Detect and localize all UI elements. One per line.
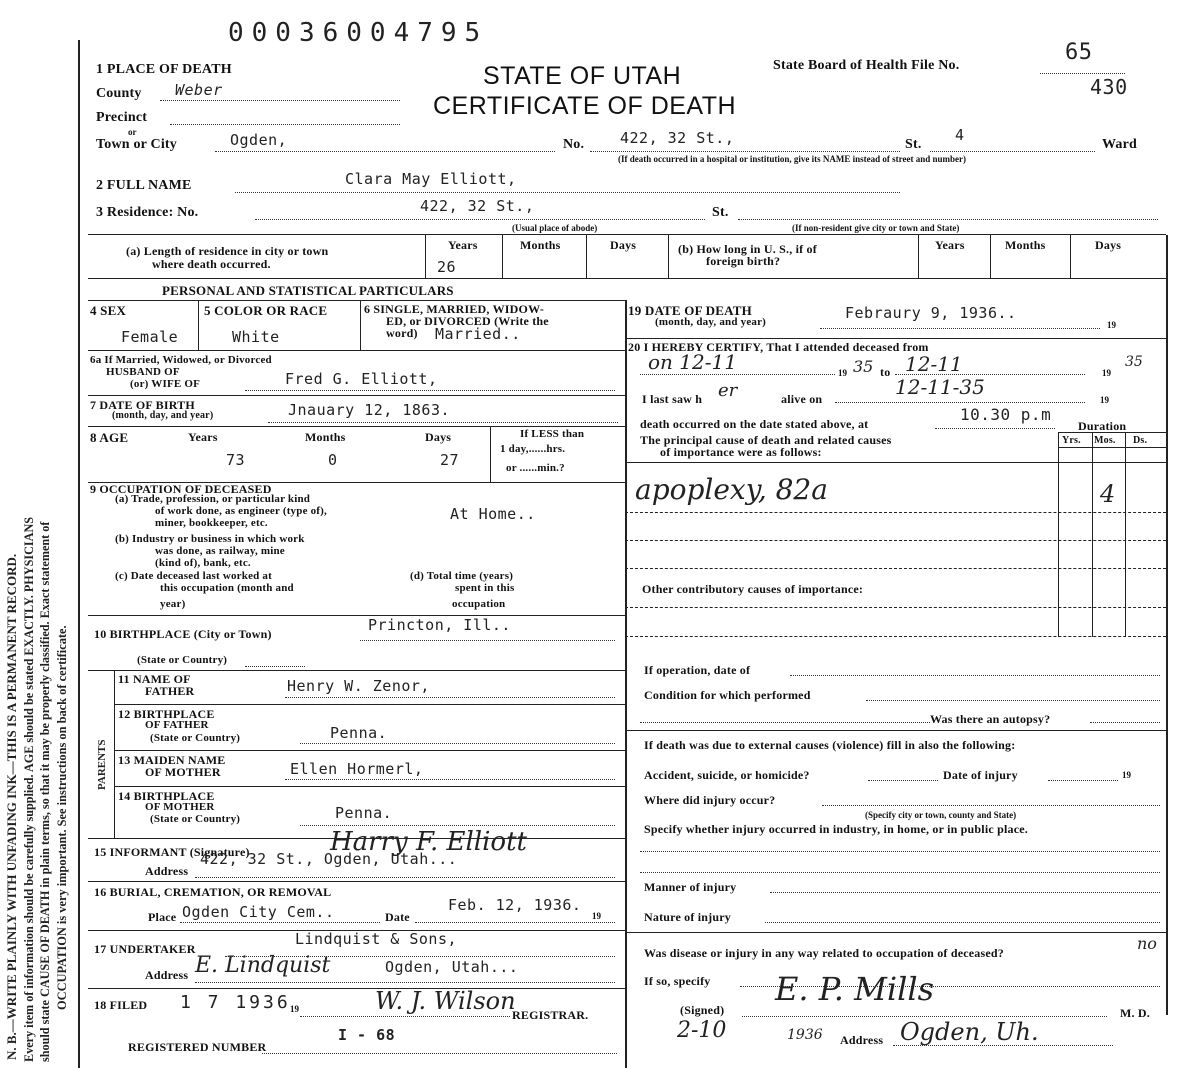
residence-st-label: St. bbox=[712, 205, 729, 220]
mbirth-value: Penna. bbox=[335, 804, 393, 822]
undertaker-signature: E. Lindquist bbox=[195, 953, 331, 978]
occ-a2: of work done, as engineer (type of), bbox=[155, 505, 327, 517]
marital-value: Married.. bbox=[435, 325, 521, 343]
color-race-value: White bbox=[232, 328, 280, 346]
full-name-value: Clara May Elliott, bbox=[345, 170, 517, 188]
to-year-prefix: 19 bbox=[1102, 368, 1111, 378]
registered-number-label: REGISTERED NUMBER bbox=[128, 1040, 267, 1054]
burial-place-label: Place bbox=[148, 910, 177, 924]
attended-to: 12-11 bbox=[905, 352, 963, 376]
burial-year-prefix: 19 bbox=[592, 911, 601, 921]
fbirth-label-b: OF FATHER bbox=[145, 719, 209, 731]
county-value: Weber bbox=[175, 81, 223, 99]
dob-label-b: (month, day, and year) bbox=[112, 410, 214, 421]
undertaker-address-label: Address bbox=[145, 968, 189, 982]
filed-year-prefix: 19 bbox=[290, 1004, 299, 1014]
registrar-signature: W. J. Wilson bbox=[375, 987, 516, 1015]
res-years-value: 26 bbox=[437, 258, 457, 276]
mother-label-b: OF MOTHER bbox=[145, 765, 221, 779]
ds-label: Ds. bbox=[1133, 435, 1148, 446]
cause-duration-mos: 4 bbox=[1100, 480, 1116, 508]
lastsaw-date: 12-11-35 bbox=[895, 375, 985, 399]
informant-address: 422, 32 St., Ogden, Utah... bbox=[200, 850, 458, 868]
street-value: 422, 32 St., bbox=[620, 129, 735, 147]
spouse-label-a: 6a If Married, Widowed, or Divorced bbox=[90, 354, 272, 366]
death-year-suffix: 19 bbox=[1107, 320, 1116, 330]
cause-label-a: The principal cause of death and related causes bbox=[640, 433, 892, 447]
occ-b1: (b) Industry or business in which work bbox=[115, 533, 305, 545]
signed-year: 1936 bbox=[787, 1027, 823, 1043]
file-number-2: 430 bbox=[1090, 75, 1128, 99]
burial-label: 16 BURIAL, CREMATION, OR REMOVAL bbox=[94, 885, 332, 899]
or-label: or bbox=[128, 127, 137, 137]
fbirth-value: Penna. bbox=[330, 724, 388, 742]
filed-label: 18 FILED bbox=[94, 998, 148, 1012]
full-name-label: 2 FULL NAME bbox=[96, 178, 192, 193]
fbirth-label-c: (State or Country) bbox=[150, 732, 241, 744]
dob-value: Jnauary 12, 1863. bbox=[288, 401, 451, 419]
injury-date-label: Date of injury bbox=[943, 768, 1018, 782]
nonresident-note: (If non-resident give city or town and State) bbox=[792, 223, 960, 233]
attended-from-year: 35 bbox=[853, 357, 874, 376]
specify-injury-label: Specify whether injury occurred in industry, in home, or in public place. bbox=[644, 822, 1028, 836]
occ-c2: this occupation (month and bbox=[160, 582, 294, 594]
age-label: 8 AGE bbox=[90, 430, 129, 445]
certificate-title: CERTIFICATE OF DEATH bbox=[433, 92, 737, 120]
attended-to-year: 35 bbox=[1125, 354, 1143, 370]
lastsaw-pronoun: er bbox=[718, 380, 738, 401]
occ-b3: (kind of), bank, etc. bbox=[155, 557, 251, 569]
death-date-label-a: 19 DATE OF DEATH bbox=[628, 303, 752, 318]
burial-date: Feb. 12, 1936. bbox=[448, 896, 582, 914]
mbirth-label-b: OF MOTHER bbox=[145, 801, 215, 813]
alive-label: alive on bbox=[781, 392, 823, 406]
attended-from: on 12-11 bbox=[648, 350, 737, 374]
age-days-value: 27 bbox=[440, 451, 460, 469]
informant-address-label: Address bbox=[145, 864, 189, 878]
lastsaw-label: I last saw h bbox=[642, 392, 703, 406]
father-value: Henry W. Zenor, bbox=[287, 677, 430, 695]
manner-label: Manner of injury bbox=[644, 880, 737, 894]
file-number: 65 bbox=[1065, 40, 1093, 65]
less-label-a: If LESS than bbox=[520, 428, 585, 440]
occ-c3: year) bbox=[160, 598, 186, 610]
father-label-a: 11 NAME OF bbox=[118, 672, 191, 686]
death-time: 10.30 p.m bbox=[960, 405, 1052, 424]
mother-value: Ellen Hormerl, bbox=[290, 760, 424, 778]
personal-section-title: PERSONAL AND STATISTICAL PARTICULARS bbox=[162, 283, 454, 298]
occ-c1: (c) Date deceased last worked at bbox=[115, 570, 272, 582]
operation-label: If operation, date of bbox=[644, 663, 751, 677]
burial-place: Ogden City Cem.. bbox=[182, 903, 335, 921]
usual-abode-note: (Usual place of abode) bbox=[512, 223, 598, 233]
registered-number: I - 68 bbox=[338, 1026, 396, 1044]
mos-label: Mos. bbox=[1094, 435, 1116, 446]
ward-label: Ward bbox=[1102, 137, 1138, 152]
less-label-b: 1 day,......hrs. bbox=[500, 443, 566, 455]
occupation-value: At Home.. bbox=[450, 505, 536, 523]
age-days-label: Days bbox=[425, 430, 452, 444]
cause-value: apoplexy, 82a bbox=[635, 473, 828, 506]
signed-date: 2-10 bbox=[677, 1018, 727, 1043]
less-label-c: or ......min.? bbox=[506, 462, 565, 474]
dob-label-a: 7 DATE OF BIRTH bbox=[90, 398, 195, 412]
hospital-note: (If death occurred in a hospital or institution, give its NAME instead of street and number) bbox=[618, 154, 967, 164]
occ-b2: was done, as railway, mine bbox=[155, 545, 285, 557]
to-label: to bbox=[880, 365, 891, 379]
res-months-label: Months bbox=[520, 238, 561, 252]
age-months-value: 0 bbox=[328, 451, 338, 469]
us-residence-label-b: foreign birth? bbox=[706, 254, 781, 268]
sex-label: 4 SEX bbox=[90, 303, 127, 318]
place-of-death-label: 1 PLACE OF DEATH bbox=[96, 62, 232, 77]
spouse-label-b: HUSBAND OF bbox=[106, 366, 180, 378]
occ-a3: miner, bookkeeper, etc. bbox=[155, 517, 268, 529]
us-days-label: Days bbox=[1095, 238, 1122, 252]
birthplace-label: 10 BIRTHPLACE (City or Town) bbox=[94, 627, 272, 641]
town-value: Ogden, bbox=[230, 131, 288, 149]
sex-value: Female bbox=[121, 328, 179, 346]
age-years-value: 73 bbox=[226, 451, 246, 469]
death-date-label-b: (month, day, and year) bbox=[655, 316, 767, 328]
from-year-prefix: 19 bbox=[838, 368, 847, 378]
external-causes-label: If death was due to external causes (violence) fill in also the following: bbox=[644, 738, 1016, 752]
side-note-line3: should state CAUSE OF DEATH in plain terms, so that it may be properly classified. Exact statement of bbox=[38, 521, 52, 1062]
town-label: Town or City bbox=[96, 137, 177, 152]
side-note-line2: Every item of information should be carefully supplied. AGE should be stated EXACTLY. PHYSICIANS bbox=[22, 516, 36, 1062]
residence-label: 3 Residence: No. bbox=[96, 205, 199, 220]
yrs-label: Yrs. bbox=[1062, 435, 1081, 446]
res-days-label: Days bbox=[610, 238, 637, 252]
father-label-b: FATHER bbox=[145, 684, 195, 698]
precinct-label: Precinct bbox=[96, 110, 148, 125]
spouse-label-c: (or) WIFE OF bbox=[130, 378, 201, 390]
physician-address: Ogden, Uh. bbox=[900, 1018, 1039, 1046]
street-no-label: No. bbox=[563, 137, 585, 152]
us-residence-label-a: (b) How long in U. S., if of bbox=[678, 242, 817, 256]
marital-label-b: ED, or DIVORCED (Write the bbox=[386, 314, 549, 328]
color-race-label: 5 COLOR OR RACE bbox=[204, 303, 328, 318]
nature-label: Nature of injury bbox=[644, 910, 731, 924]
fbirth-label-a: 12 BIRTHPLACE bbox=[118, 707, 215, 721]
county-label: County bbox=[96, 86, 142, 101]
informant-label: 15 INFORMANT (Signature) bbox=[94, 845, 250, 859]
age-months-label: Months bbox=[305, 430, 346, 444]
death-time-label: death occurred on the date stated above, at bbox=[640, 417, 869, 431]
us-years-label: Years bbox=[935, 238, 965, 252]
street-st-label: St. bbox=[905, 137, 922, 152]
occ-d2: spent in this bbox=[455, 582, 515, 594]
registrar-label: REGISTRAR. bbox=[512, 1008, 589, 1022]
occ-d3: occupation bbox=[452, 598, 506, 610]
where-injury-label: Where did injury occur? bbox=[644, 793, 776, 807]
ward-value: 4 bbox=[955, 126, 965, 144]
injury-year-prefix: 19 bbox=[1122, 770, 1131, 780]
mbirth-label-c: (State or Country) bbox=[150, 813, 241, 825]
duration-label: Duration bbox=[1078, 419, 1127, 433]
state-title: STATE OF UTAH bbox=[483, 62, 682, 90]
cause-label-b: of importance were as follows: bbox=[660, 445, 822, 459]
res-years-label: Years bbox=[448, 238, 478, 252]
accident-label: Accident, suicide, or homicide? bbox=[644, 768, 810, 782]
informant-signature: Harry F. Elliott bbox=[330, 827, 527, 857]
other-causes-label: Other contributory causes of importance: bbox=[642, 582, 864, 596]
lastsaw-year-prefix: 19 bbox=[1100, 395, 1109, 405]
occupation-label: 9 OCCUPATION OF DECEASED bbox=[90, 482, 272, 496]
serial-number: 00036004795 bbox=[228, 18, 489, 48]
parents-vertical-label: PARENTS bbox=[96, 739, 108, 790]
related-occupation-value: no bbox=[1137, 934, 1157, 953]
side-note-line1: N. B.—WRITE PLAINLY WITH UNFADING INK—THIS IS A PERMANENT RECORD. bbox=[4, 553, 19, 1060]
physician-signature: E. P. Mills bbox=[775, 970, 934, 1008]
md-label: M. D. bbox=[1120, 1006, 1150, 1020]
undertaker-value: Lindquist & Sons, bbox=[295, 930, 458, 948]
mother-label-a: 13 MAIDEN NAME bbox=[118, 753, 226, 767]
birthplace-state-label: (State or Country) bbox=[137, 654, 228, 666]
where-injury-note: (Specify city or town, county and State) bbox=[865, 810, 1017, 820]
certify-label: 20 I HEREBY CERTIFY, That I attended deceased from bbox=[628, 340, 929, 354]
filed-date: 1 7 1936 bbox=[180, 992, 291, 1013]
physician-address-label: Address bbox=[840, 1033, 884, 1047]
undertaker-address: Ogden, Utah... bbox=[385, 958, 519, 976]
marital-label-a: 6 SINGLE, MARRIED, WIDOW- bbox=[364, 302, 545, 316]
condition-label: Condition for which performed bbox=[644, 688, 811, 702]
death-date-value: Febraury 9, 1936.. bbox=[845, 304, 1017, 322]
marital-label-c: word) bbox=[386, 326, 418, 340]
if-so-label: If so, specify bbox=[644, 974, 711, 988]
board-label: State Board of Health File No. bbox=[773, 58, 960, 73]
signed-label: (Signed) bbox=[680, 1003, 725, 1017]
occ-d1: (d) Total time (years) bbox=[410, 570, 514, 582]
spouse-value: Fred G. Elliott, bbox=[285, 370, 438, 388]
undertaker-label: 17 UNDERTAKER bbox=[94, 942, 196, 956]
residence-value: 422, 32 St., bbox=[420, 197, 535, 215]
us-months-label: Months bbox=[1005, 238, 1046, 252]
length-residence-label-a: (a) Length of residence in city or town bbox=[126, 244, 329, 258]
autopsy-label: Was there an autopsy? bbox=[930, 712, 1051, 726]
side-note-line4: OCCUPATION is very important. See instructions on back of certificate. bbox=[55, 625, 69, 1010]
related-occupation-label: Was disease or injury in any way related to occupation of deceased? bbox=[644, 946, 1004, 960]
birthplace-value: Princton, Ill.. bbox=[368, 616, 511, 634]
burial-date-label: Date bbox=[385, 910, 410, 924]
age-years-label: Years bbox=[188, 430, 218, 444]
occ-a1: (a) Trade, profession, or particular kind bbox=[115, 493, 311, 505]
length-residence-label-b: where death occurred. bbox=[152, 257, 271, 271]
mbirth-label-a: 14 BIRTHPLACE bbox=[118, 789, 215, 803]
